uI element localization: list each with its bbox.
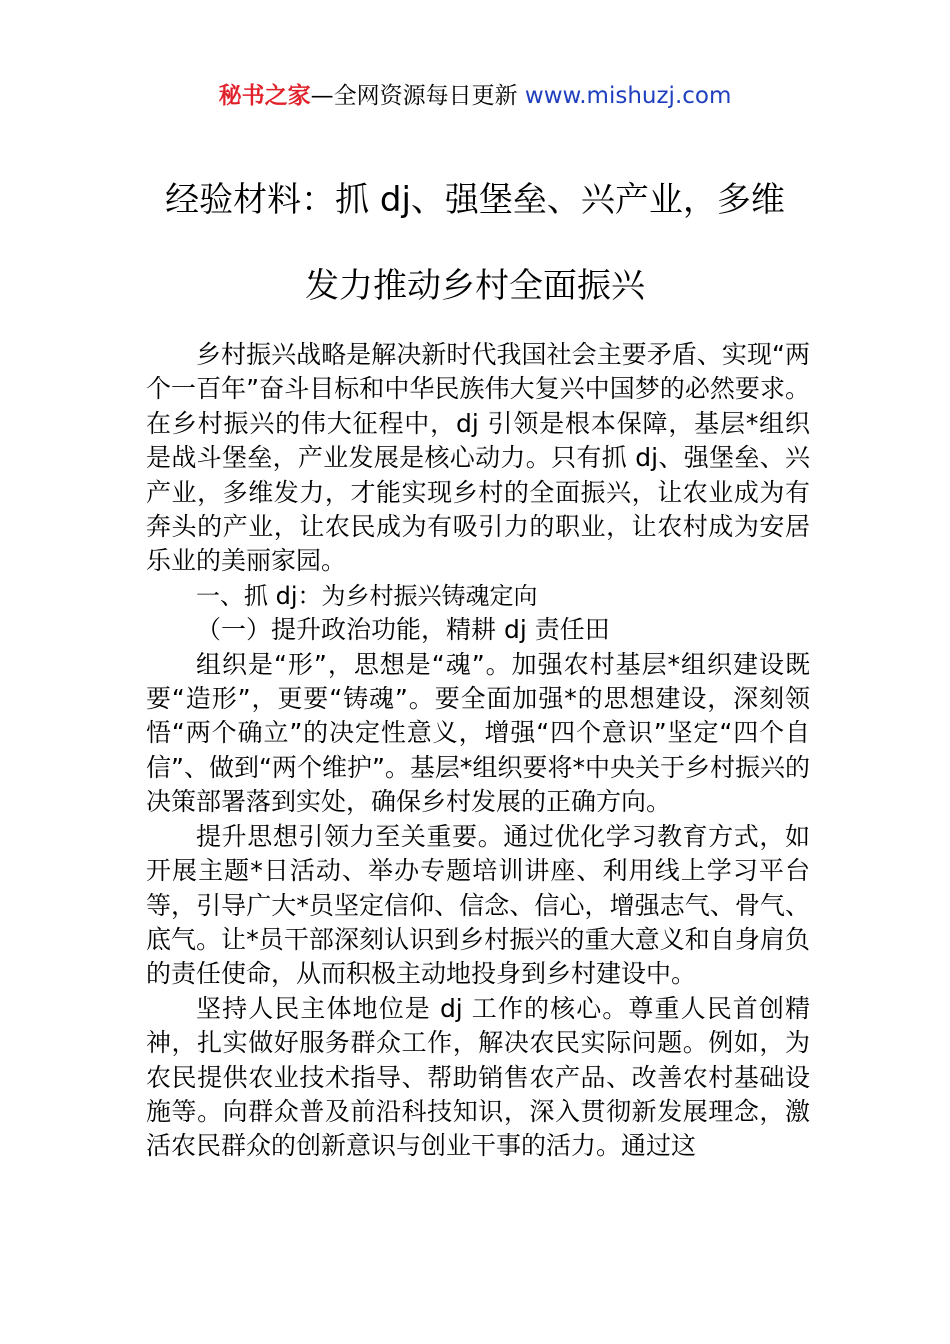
document-body	[146, 338, 810, 1164]
body-paragraph: 坚持人民主体地位是 dj 工作的核心。尊重人民首创精神，扎实做好服务群众工作，解决农民实际问题。例如，为农民提供农业技术指导、帮助销售农产品、改善农村基础设施等。向群众普及前沿科技知识，深入贯彻新发展理念，激活农民群众的创新意识与创业干事的活力。通过这	[146, 993, 810, 1161]
header-tagline: —全网资源每日更新	[310, 83, 525, 109]
site-url-link[interactable]: www.mishuzj.com	[524, 83, 732, 109]
title-line-1: 经验材料：抓 dj、强堡垒、兴产业，多维	[165, 180, 785, 220]
body-paragraph: 提升思想引领力至关重要。通过优化学习教育方式，如开展主题*日活动、举办专题培训讲座、利用线上学习平台等，引导广大*员坚定信仰、信念、信心，增强志气、骨气、底气。让*员干部深刻认识到乡村振兴的重大意义和自身肩负的责任使命，从而积极主动地投身到乡村建设中。	[146, 821, 810, 989]
body-paragraph: 组织是“形”，思想是“魂”。加强农村基层*组织建设既要“造形”，更要“铸魂”。要全面加强*的思想建设，深刻领悟“两个确立”的决定性意义，增强“四个意识”坚定“四个自信”、做到“两个维护”。基层*组织要将*中央关于乡村振兴的决策部署落到实处，确保乡村发展的正确方向。	[146, 649, 810, 817]
page-header	[0, 80, 950, 112]
document-title	[0, 176, 950, 310]
site-name: 秘书之家	[218, 83, 311, 109]
title-line-2: 发力推动乡村全面振兴	[305, 266, 645, 306]
body-paragraph: 乡村振兴战略是解决新时代我国社会主要矛盾、实现“两个一百年”奋斗目标和中华民族伟大复兴中国梦的必然要求。在乡村振兴的伟大征程中，dj 引领是根本保障，基层*组织是战斗堡垒，产业发展是核心动力。只有抓 dj、强堡垒、兴产业，多维发力，才能实现乡村的全面振兴，让农业成为有奔头的产业，让农民成为有吸引力的职业，让农村成为安居乐业的美丽家园。	[146, 340, 810, 576]
section-heading: 一、抓 dj：为乡村振兴铸魂定向	[196, 581, 538, 610]
subsection-heading: （一）提升政治功能，精耕 dj 责任田	[196, 615, 610, 645]
